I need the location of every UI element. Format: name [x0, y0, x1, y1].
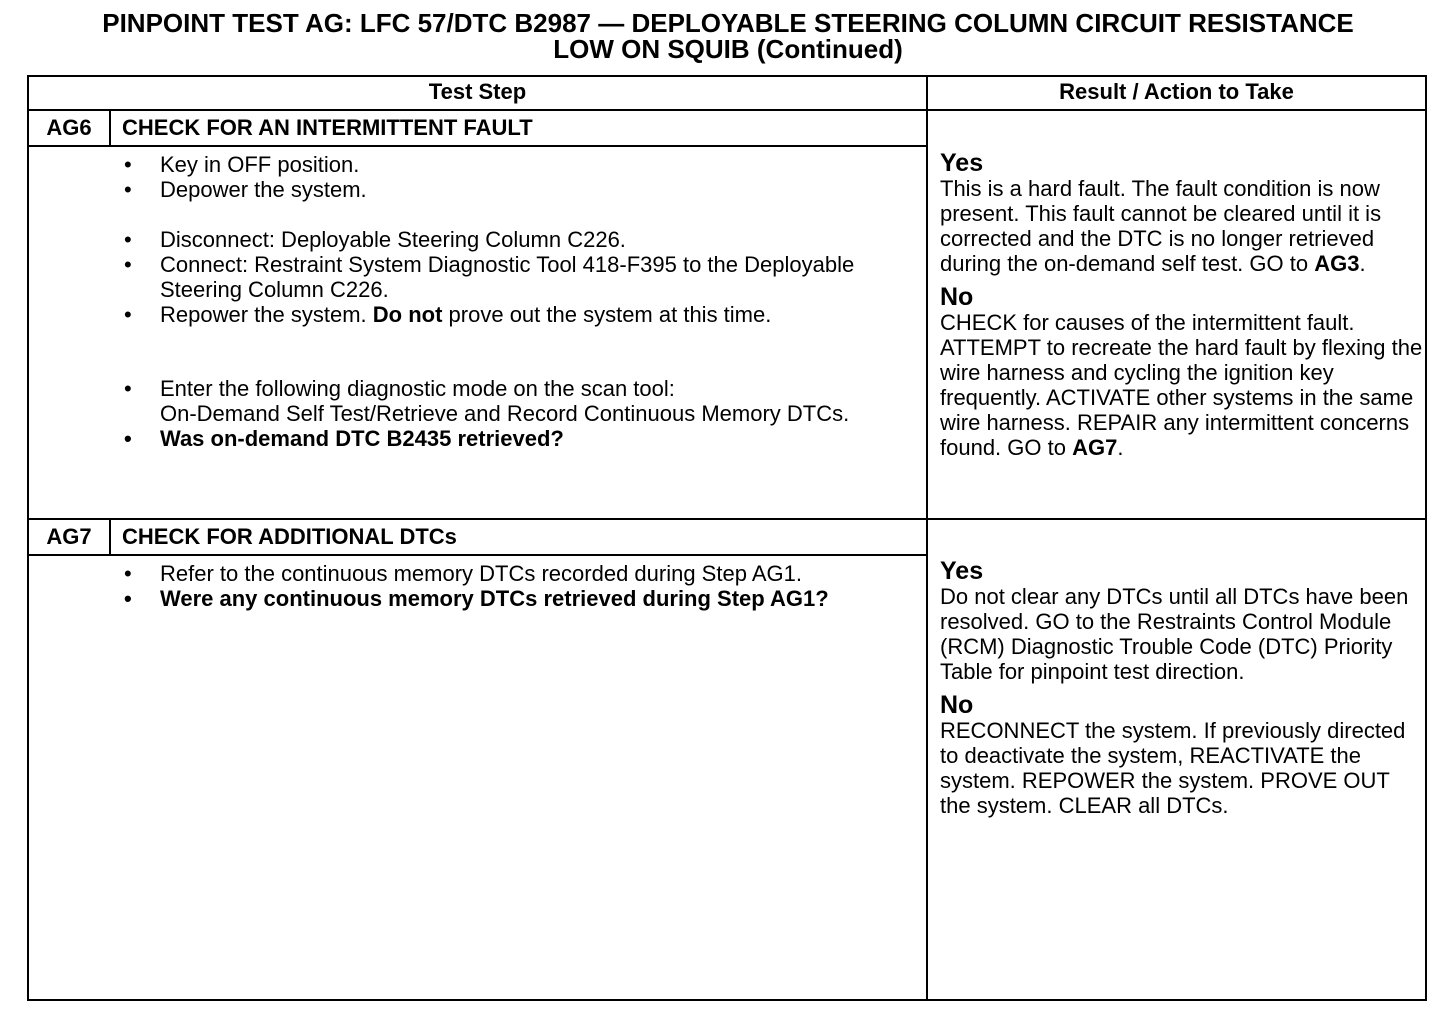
- scan-mode-line-1: Enter the following diagnostic mode on the scan tool:: [160, 376, 675, 401]
- ag6-id-divider: [109, 110, 111, 146]
- list-item: • Key in OFF position.: [120, 152, 920, 177]
- ag6-no-label: No: [940, 283, 974, 311]
- list-item: • Depower the system.: [120, 177, 920, 202]
- list-item: • Connect: Restraint System Diagnostic Tool 418-F395 to the Deployable Steering Column C226.: [120, 252, 920, 302]
- repower-step-text: Repower the system.: [160, 302, 367, 327]
- step-title-ag7: CHECK FOR ADDITIONAL DTCs: [122, 524, 457, 549]
- ag6-step-list: [120, 152, 920, 451]
- list-item: • Was on-demand DTC B2435 retrieved?: [120, 426, 920, 451]
- goto-ag7-link[interactable]: AG7: [1072, 435, 1118, 460]
- ag6-yes-label: Yes: [940, 149, 984, 177]
- column-divider: [926, 75, 928, 1001]
- page-title-line-2: LOW ON SQUIB (Continued): [553, 34, 903, 64]
- ag7-yes-action: Do not clear any DTCs until all DTCs have been resolved. GO to the Restraints Control Module (RCM) Diagnostic Trouble Code (DTC) Priority Table for pinpoint test direction.: [940, 584, 1409, 684]
- goto-ag3-link[interactable]: AG3: [1314, 251, 1360, 276]
- page-title: [28, 10, 1428, 62]
- ag6-results: [940, 150, 1424, 460]
- ag6-yes-action: This is a hard fault. The fault condition is now present. This fault cannot be cleared until it is corrected and the DTC is no longer retrieved during the on-demand self test. GO to AG3.: [940, 176, 1382, 276]
- step-id-ag7: AG7: [46, 524, 92, 549]
- ag6-no-action: CHECK for causes of the intermittent fault. ATTEMPT to recreate the hard fault by flexing the wire harness and cycling the ignition key frequently. ACTIVATE other systems in the same wire harness. REPAIR any intermittent concerns found. GO to AG7.: [940, 310, 1423, 460]
- list-item: • Disconnect: Deployable Steering Column C226.: [120, 227, 920, 252]
- scan-mode-line-2: On-Demand Self Test/Retrieve and Record Continuous Memory DTCs.: [160, 401, 850, 426]
- ag7-title-divider: [27, 554, 927, 556]
- ag7-yes-label: Yes: [940, 557, 984, 585]
- header-test-step: Test Step: [428, 79, 527, 104]
- ag7-no-label: No: [940, 691, 974, 719]
- step-id-ag6: AG6: [46, 115, 92, 140]
- header-result-action: Result / Action to Take: [1059, 79, 1294, 104]
- ag6-title-divider: [27, 145, 927, 147]
- ag7-id-divider: [109, 519, 111, 555]
- list-item: [120, 376, 920, 426]
- page-title-line-1: PINPOINT TEST AG: LFC 57/DTC B2987 — DEPLOYABLE STEERING COLUMN CIRCUIT RESISTANCE: [102, 8, 1354, 38]
- header-divider: [27, 109, 1427, 111]
- ag7-no-action: RECONNECT the system. If previously directed to deactivate the system, REACTIVATE the system. REPOWER the system. PROVE OUT the system. CLEAR all DTCs.: [940, 718, 1406, 818]
- repower-step-rest: prove out the system at this time.: [448, 302, 772, 327]
- list-item: [120, 302, 920, 327]
- list-item: • Were any continuous memory DTCs retrieved during Step AG1?: [120, 586, 920, 611]
- list-item: • Refer to the continuous memory DTCs recorded during Step AG1.: [120, 561, 920, 586]
- step-title-ag6: CHECK FOR AN INTERMITTENT FAULT: [122, 115, 533, 140]
- row-divider: [27, 518, 1427, 520]
- ag7-step-list: [120, 561, 920, 611]
- do-not-emphasis: Do not: [372, 302, 443, 327]
- ag7-results: [940, 558, 1424, 818]
